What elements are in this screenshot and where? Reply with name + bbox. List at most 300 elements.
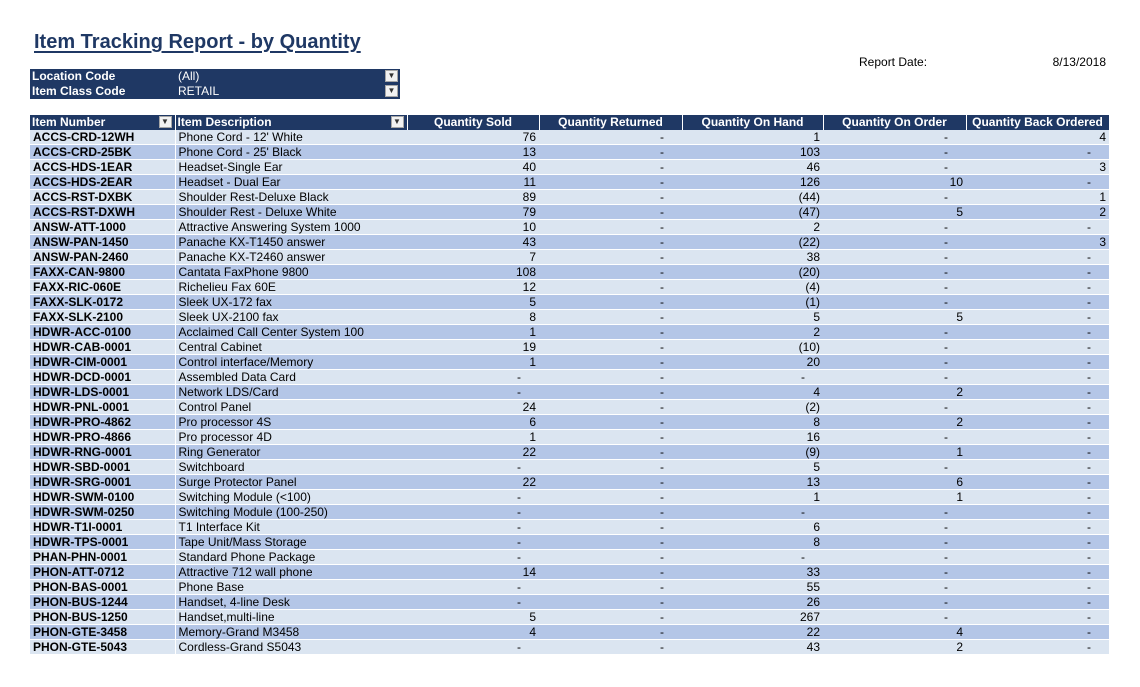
table-row [30, 310, 1109, 325]
quantity-on-hand-cell[interactable]: 267 [682, 610, 823, 625]
quantity-on-order-cell[interactable]: - [823, 580, 966, 595]
item-number-cell[interactable]: HDWR-SWM-0100 [30, 490, 175, 505]
quantity-sold-cell[interactable]: - [407, 550, 539, 565]
quantity-on-order-cell[interactable]: - [823, 235, 966, 250]
quantity-returned-cell[interactable]: - [539, 190, 682, 205]
quantity-on-order-cell[interactable]: 4 [823, 625, 966, 640]
quantity-on-hand-cell[interactable]: 22 [682, 625, 823, 640]
quantity-on-order-cell[interactable]: - [823, 220, 966, 235]
quantity-returned-cell[interactable]: - [539, 235, 682, 250]
quantity-back-ordered-cell[interactable]: - [966, 295, 1109, 310]
quantity-on-order-cell[interactable]: - [823, 295, 966, 310]
table-row [30, 640, 1109, 655]
quantity-back-ordered-cell[interactable]: - [966, 145, 1109, 160]
item-number-cell[interactable]: HDWR-PRO-4862 [30, 415, 175, 430]
table-row [30, 475, 1109, 490]
table-row [30, 145, 1109, 160]
quantity-on-hand-cell[interactable]: - [682, 370, 823, 385]
quantity-sold-cell[interactable]: 1 [407, 325, 539, 340]
quantity-returned-cell[interactable]: - [539, 310, 682, 325]
quantity-on-order-cell[interactable]: - [823, 400, 966, 415]
item-number-cell[interactable]: FAXX-SLK-2100 [30, 310, 175, 325]
quantity-back-ordered-cell[interactable]: - [966, 625, 1109, 640]
item-description-cell[interactable]: Switching Module (<100) [175, 490, 407, 505]
table-row [30, 565, 1109, 580]
table-row [30, 175, 1109, 190]
quantity-on-hand-cell[interactable]: 43 [682, 640, 823, 655]
quantity-returned-cell[interactable]: - [539, 175, 682, 190]
quantity-on-order-cell[interactable]: - [823, 430, 966, 445]
quantity-on-hand-cell[interactable]: 5 [682, 460, 823, 475]
item-number-cell[interactable]: ANSW-ATT-1000 [30, 220, 175, 235]
item-number-cell[interactable]: ACCS-CRD-12WH [30, 130, 175, 145]
item-number-cell[interactable]: ACCS-HDS-2EAR [30, 175, 175, 190]
item-number-cell[interactable]: HDWR-SBD-0001 [30, 460, 175, 475]
quantity-sold-cell[interactable]: 10 [407, 220, 539, 235]
item-description-cell[interactable]: Cordless-Grand S5043 [175, 640, 407, 655]
item-description-cell[interactable]: Sleek UX-2100 fax [175, 310, 407, 325]
item-description-cell[interactable]: Acclaimed Call Center System 100 [175, 325, 407, 340]
quantity-on-hand-cell[interactable]: 1 [682, 130, 823, 145]
quantity-returned-cell[interactable]: - [539, 325, 682, 340]
quantity-on-hand-cell[interactable]: (22) [682, 235, 823, 250]
quantity-sold-cell[interactable]: 8 [407, 310, 539, 325]
item-description-cell[interactable]: Central Cabinet [175, 340, 407, 355]
table-row [30, 550, 1109, 565]
item-description-cell[interactable]: Handset,multi-line [175, 610, 407, 625]
quantity-back-ordered-cell[interactable]: - [966, 640, 1109, 655]
filter-label: Item Class Code [32, 84, 126, 98]
quantity-sold-cell[interactable]: - [407, 580, 539, 595]
table-row [30, 580, 1109, 595]
quantity-on-hand-cell[interactable]: (4) [682, 280, 823, 295]
item-description-cell[interactable]: Switching Module (100-250) [175, 505, 407, 520]
table-row [30, 235, 1109, 250]
quantity-sold-cell[interactable]: 22 [407, 445, 539, 460]
table-row [30, 595, 1109, 610]
quantity-on-hand-cell[interactable]: 2 [682, 220, 823, 235]
quantity-returned-cell[interactable]: - [539, 430, 682, 445]
quantity-on-hand-cell[interactable]: 8 [682, 535, 823, 550]
filter-item-class-code [30, 84, 400, 99]
quantity-on-hand-cell[interactable]: (1) [682, 295, 823, 310]
item-number-cell[interactable]: PHON-BAS-0001 [30, 580, 175, 595]
item-description-cell[interactable]: Shoulder Rest-Deluxe Black [175, 190, 407, 205]
quantity-sold-cell[interactable]: - [407, 385, 539, 400]
quantity-on-order-cell[interactable]: 1 [823, 490, 966, 505]
column-header-quantity-back-ordered[interactable]: Quantity Back Ordered [966, 115, 1109, 130]
quantity-returned-cell[interactable]: - [539, 610, 682, 625]
quantity-sold-cell[interactable]: 76 [407, 130, 539, 145]
quantity-back-ordered-cell[interactable]: - [966, 565, 1109, 580]
quantity-back-ordered-cell[interactable]: - [966, 580, 1109, 595]
quantity-on-order-cell[interactable]: - [823, 550, 966, 565]
quantity-returned-cell[interactable]: - [539, 565, 682, 580]
quantity-back-ordered-cell[interactable]: 4 [966, 130, 1109, 145]
quantity-on-order-cell[interactable]: 5 [823, 205, 966, 220]
quantity-on-hand-cell[interactable]: (2) [682, 400, 823, 415]
quantity-on-hand-cell[interactable]: 13 [682, 475, 823, 490]
quantity-sold-cell[interactable]: 11 [407, 175, 539, 190]
column-header-item-description[interactable] [175, 115, 407, 130]
item-number-cell[interactable]: ACCS-CRD-25BK [30, 145, 175, 160]
quantity-on-hand-cell[interactable]: 1 [682, 490, 823, 505]
item-description-cell[interactable]: Ring Generator [175, 445, 407, 460]
quantity-returned-cell[interactable]: - [539, 205, 682, 220]
item-number-cell[interactable]: PHON-BUS-1244 [30, 595, 175, 610]
quantity-on-order-cell[interactable]: - [823, 265, 966, 280]
quantity-on-hand-cell[interactable]: 103 [682, 145, 823, 160]
table-row [30, 325, 1109, 340]
report-title: Item Tracking Report - by Quantity [34, 31, 361, 53]
quantity-returned-cell[interactable]: - [539, 415, 682, 430]
quantity-back-ordered-cell[interactable]: - [966, 265, 1109, 280]
quantity-back-ordered-cell[interactable]: - [966, 370, 1109, 385]
dropdown-arrow-icon[interactable]: ▼ [391, 116, 404, 128]
quantity-on-hand-cell[interactable]: 26 [682, 595, 823, 610]
table-row [30, 490, 1109, 505]
quantity-back-ordered-cell[interactable]: 1 [966, 190, 1109, 205]
item-description-cell[interactable]: Standard Phone Package [175, 550, 407, 565]
quantity-back-ordered-cell[interactable]: - [966, 325, 1109, 340]
quantity-on-hand-cell[interactable]: (20) [682, 265, 823, 280]
item-description-cell[interactable]: Tape Unit/Mass Storage [175, 535, 407, 550]
quantity-back-ordered-cell[interactable]: 3 [966, 235, 1109, 250]
quantity-returned-cell[interactable]: - [539, 370, 682, 385]
quantity-returned-cell[interactable]: - [539, 535, 682, 550]
quantity-back-ordered-cell[interactable]: - [966, 250, 1109, 265]
quantity-on-hand-cell[interactable]: 126 [682, 175, 823, 190]
quantity-sold-cell[interactable]: 24 [407, 400, 539, 415]
quantity-back-ordered-cell[interactable]: - [966, 610, 1109, 625]
quantity-back-ordered-cell[interactable]: 2 [966, 205, 1109, 220]
item-number-cell[interactable]: HDWR-SRG-0001 [30, 475, 175, 490]
quantity-back-ordered-cell[interactable]: - [966, 460, 1109, 475]
item-number-cell[interactable]: FAXX-RIC-060E [30, 280, 175, 295]
table-row [30, 445, 1109, 460]
item-description-cell[interactable]: Attractive Answering System 1000 [175, 220, 407, 235]
quantity-on-order-cell[interactable]: 1 [823, 445, 966, 460]
item-description-cell[interactable]: Shoulder Rest - Deluxe White [175, 205, 407, 220]
quantity-on-order-cell[interactable]: 2 [823, 415, 966, 430]
item-number-cell[interactable]: FAXX-SLK-0172 [30, 295, 175, 310]
quantity-on-order-cell[interactable]: 2 [823, 640, 966, 655]
table-row [30, 250, 1109, 265]
item-description-cell[interactable]: Pro processor 4S [175, 415, 407, 430]
quantity-on-order-cell[interactable]: - [823, 355, 966, 370]
item-number-cell[interactable]: HDWR-LDS-0001 [30, 385, 175, 400]
table-row [30, 520, 1109, 535]
quantity-back-ordered-cell[interactable]: - [966, 355, 1109, 370]
quantity-back-ordered-cell[interactable]: - [966, 475, 1109, 490]
quantity-sold-cell[interactable]: - [407, 520, 539, 535]
table-row [30, 460, 1109, 475]
item-number-cell[interactable]: HDWR-SWM-0250 [30, 505, 175, 520]
quantity-on-order-cell[interactable]: - [823, 535, 966, 550]
item-number-cell[interactable]: ANSW-PAN-1450 [30, 235, 175, 250]
quantity-sold-cell[interactable]: 19 [407, 340, 539, 355]
quantity-on-hand-cell[interactable]: 55 [682, 580, 823, 595]
column-header-label: Item Description [177, 115, 272, 129]
item-number-cell[interactable]: ACCS-HDS-1EAR [30, 160, 175, 175]
quantity-returned-cell[interactable]: - [539, 250, 682, 265]
quantity-returned-cell[interactable]: - [539, 490, 682, 505]
quantity-sold-cell[interactable]: 89 [407, 190, 539, 205]
quantity-on-order-cell[interactable]: - [823, 160, 966, 175]
table-row [30, 130, 1109, 145]
item-number-cell[interactable]: HDWR-CAB-0001 [30, 340, 175, 355]
item-description-cell[interactable]: T1 Interface Kit [175, 520, 407, 535]
quantity-on-hand-cell[interactable]: (9) [682, 445, 823, 460]
quantity-on-order-cell[interactable]: - [823, 460, 966, 475]
quantity-on-order-cell[interactable]: - [823, 505, 966, 520]
quantity-back-ordered-cell[interactable]: 3 [966, 160, 1109, 175]
table-row [30, 340, 1109, 355]
quantity-returned-cell[interactable]: - [539, 460, 682, 475]
quantity-returned-cell[interactable]: - [539, 640, 682, 655]
quantity-sold-cell[interactable]: 5 [407, 295, 539, 310]
item-number-cell[interactable]: HDWR-DCD-0001 [30, 370, 175, 385]
quantity-sold-cell[interactable]: 108 [407, 265, 539, 280]
quantity-returned-cell[interactable]: - [539, 160, 682, 175]
quantity-on-order-cell[interactable]: - [823, 145, 966, 160]
table-row [30, 220, 1109, 235]
quantity-on-hand-cell[interactable]: 16 [682, 430, 823, 445]
item-description-cell[interactable]: Switchboard [175, 460, 407, 475]
quantity-on-order-cell[interactable]: - [823, 595, 966, 610]
column-header-item-number[interactable] [30, 115, 175, 130]
quantity-returned-cell[interactable]: - [539, 505, 682, 520]
item-number-cell[interactable]: HDWR-PNL-0001 [30, 400, 175, 415]
quantity-on-hand-cell[interactable]: - [682, 505, 823, 520]
report-date-label: Report Date: [859, 55, 928, 69]
quantity-on-hand-cell[interactable]: 33 [682, 565, 823, 580]
quantity-on-order-cell[interactable]: 5 [823, 310, 966, 325]
quantity-sold-cell[interactable]: - [407, 505, 539, 520]
filter-value: (All) [178, 69, 200, 83]
quantity-back-ordered-cell[interactable]: - [966, 550, 1109, 565]
quantity-sold-cell[interactable]: 1 [407, 430, 539, 445]
item-description-cell[interactable]: Assembled Data Card [175, 370, 407, 385]
item-number-cell[interactable]: ACCS-RST-DXWH [30, 205, 175, 220]
item-description-cell[interactable]: Surge Protector Panel [175, 475, 407, 490]
quantity-returned-cell[interactable]: - [539, 550, 682, 565]
item-number-cell[interactable]: HDWR-CIM-0001 [30, 355, 175, 370]
pivot-table [30, 115, 1110, 655]
quantity-returned-cell[interactable]: - [539, 355, 682, 370]
dropdown-arrow-icon[interactable]: ▼ [159, 116, 172, 128]
item-description-cell[interactable]: Pro processor 4D [175, 430, 407, 445]
quantity-back-ordered-cell[interactable]: - [966, 220, 1109, 235]
column-header-quantity-on-order[interactable]: Quantity On Order [823, 115, 966, 130]
quantity-returned-cell[interactable]: - [539, 475, 682, 490]
table-row [30, 160, 1109, 175]
quantity-returned-cell[interactable]: - [539, 595, 682, 610]
item-description-cell[interactable]: Control interface/Memory [175, 355, 407, 370]
quantity-on-order-cell[interactable]: - [823, 520, 966, 535]
column-header-quantity-on-hand[interactable]: Quantity On Hand [682, 115, 823, 130]
item-number-cell[interactable]: HDWR-ACC-0100 [30, 325, 175, 340]
quantity-on-hand-cell[interactable]: 4 [682, 385, 823, 400]
table-row [30, 430, 1109, 445]
column-header-quantity-sold[interactable]: Quantity Sold [407, 115, 539, 130]
quantity-on-hand-cell[interactable]: 5 [682, 310, 823, 325]
item-number-cell[interactable]: ANSW-PAN-2460 [30, 250, 175, 265]
quantity-returned-cell[interactable]: - [539, 580, 682, 595]
item-description-cell[interactable]: Memory-Grand M3458 [175, 625, 407, 640]
quantity-returned-cell[interactable]: - [539, 130, 682, 145]
quantity-returned-cell[interactable]: - [539, 220, 682, 235]
filter-value: RETAIL [178, 84, 220, 98]
quantity-returned-cell[interactable]: - [539, 625, 682, 640]
quantity-back-ordered-cell[interactable]: - [966, 385, 1109, 400]
quantity-back-ordered-cell[interactable]: - [966, 415, 1109, 430]
item-description-cell[interactable]: Cantata FaxPhone 9800 [175, 265, 407, 280]
quantity-sold-cell[interactable]: - [407, 490, 539, 505]
quantity-back-ordered-cell[interactable]: - [966, 535, 1109, 550]
quantity-on-hand-cell[interactable]: 20 [682, 355, 823, 370]
quantity-on-order-cell[interactable]: - [823, 610, 966, 625]
quantity-sold-cell[interactable]: 5 [407, 610, 539, 625]
item-description-cell[interactable]: Richelieu Fax 60E [175, 280, 407, 295]
item-number-cell[interactable]: HDWR-TPS-0001 [30, 535, 175, 550]
filter-icon[interactable]: ▼ [385, 85, 398, 97]
item-description-cell[interactable]: Network LDS/Card [175, 385, 407, 400]
quantity-on-hand-cell[interactable]: (44) [682, 190, 823, 205]
table-row [30, 415, 1109, 430]
quantity-sold-cell[interactable]: 43 [407, 235, 539, 250]
table-row [30, 610, 1109, 625]
table-row [30, 370, 1109, 385]
item-description-cell[interactable]: Panache KX-T1450 answer [175, 235, 407, 250]
quantity-on-order-cell[interactable]: 10 [823, 175, 966, 190]
item-number-cell[interactable]: HDWR-RNG-0001 [30, 445, 175, 460]
dropdown-arrow-icon[interactable]: ▼ [385, 70, 398, 82]
quantity-on-hand-cell[interactable]: 38 [682, 250, 823, 265]
quantity-on-order-cell[interactable]: 2 [823, 385, 966, 400]
quantity-back-ordered-cell[interactable]: - [966, 310, 1109, 325]
quantity-sold-cell[interactable]: 12 [407, 280, 539, 295]
item-description-cell[interactable]: Phone Base [175, 580, 407, 595]
quantity-sold-cell[interactable]: 4 [407, 625, 539, 640]
table-row [30, 385, 1109, 400]
quantity-back-ordered-cell[interactable]: - [966, 490, 1109, 505]
table-row [30, 280, 1109, 295]
quantity-sold-cell[interactable]: 40 [407, 160, 539, 175]
quantity-on-order-cell[interactable]: - [823, 250, 966, 265]
item-description-cell[interactable]: Attractive 712 wall phone [175, 565, 407, 580]
quantity-on-order-cell[interactable]: 6 [823, 475, 966, 490]
quantity-back-ordered-cell[interactable]: - [966, 520, 1109, 535]
item-description-cell[interactable]: Headset-Single Ear [175, 160, 407, 175]
quantity-on-hand-cell[interactable]: - [682, 550, 823, 565]
item-description-cell[interactable]: Handset, 4-line Desk [175, 595, 407, 610]
quantity-back-ordered-cell[interactable]: - [966, 595, 1109, 610]
quantity-on-order-cell[interactable]: - [823, 340, 966, 355]
quantity-on-order-cell[interactable]: - [823, 370, 966, 385]
quantity-on-order-cell[interactable]: - [823, 190, 966, 205]
quantity-on-order-cell[interactable]: - [823, 130, 966, 145]
quantity-sold-cell[interactable]: 7 [407, 250, 539, 265]
quantity-back-ordered-cell[interactable]: - [966, 430, 1109, 445]
table-row [30, 190, 1109, 205]
quantity-on-hand-cell[interactable]: 46 [682, 160, 823, 175]
quantity-sold-cell[interactable]: 14 [407, 565, 539, 580]
item-description-cell[interactable]: Phone Cord - 12' White [175, 130, 407, 145]
filter-location-code [30, 69, 400, 84]
quantity-returned-cell[interactable]: - [539, 340, 682, 355]
quantity-returned-cell[interactable]: - [539, 400, 682, 415]
quantity-returned-cell[interactable]: - [539, 145, 682, 160]
quantity-on-order-cell[interactable]: - [823, 565, 966, 580]
quantity-back-ordered-cell[interactable]: - [966, 340, 1109, 355]
quantity-on-hand-cell[interactable]: (10) [682, 340, 823, 355]
quantity-on-hand-cell[interactable]: 6 [682, 520, 823, 535]
quantity-sold-cell[interactable]: 13 [407, 145, 539, 160]
item-number-cell[interactable]: HDWR-PRO-4866 [30, 430, 175, 445]
quantity-sold-cell[interactable]: 6 [407, 415, 539, 430]
quantity-returned-cell[interactable]: - [539, 385, 682, 400]
item-description-cell[interactable]: Headset - Dual Ear [175, 175, 407, 190]
quantity-sold-cell[interactable]: 79 [407, 205, 539, 220]
quantity-on-hand-cell[interactable]: (47) [682, 205, 823, 220]
quantity-returned-cell[interactable]: - [539, 520, 682, 535]
header-row [30, 115, 1109, 130]
quantity-sold-cell[interactable]: - [407, 460, 539, 475]
quantity-returned-cell[interactable]: - [539, 445, 682, 460]
quantity-on-hand-cell[interactable]: 2 [682, 325, 823, 340]
column-header-label: Item Number [32, 115, 106, 129]
quantity-sold-cell[interactable]: - [407, 370, 539, 385]
item-description-cell[interactable]: Panache KX-T2460 answer [175, 250, 407, 265]
quantity-back-ordered-cell[interactable]: - [966, 505, 1109, 520]
quantity-sold-cell[interactable]: 22 [407, 475, 539, 490]
quantity-back-ordered-cell[interactable]: - [966, 175, 1109, 190]
quantity-sold-cell[interactable]: - [407, 595, 539, 610]
table-row [30, 265, 1109, 280]
table-row [30, 355, 1109, 370]
column-header-quantity-returned[interactable]: Quantity Returned [539, 115, 682, 130]
report-date-value: 8/13/2018 [1052, 55, 1106, 69]
item-number-cell[interactable]: PHON-GTE-3458 [30, 625, 175, 640]
quantity-sold-cell[interactable]: - [407, 640, 539, 655]
item-number-cell[interactable]: PHAN-PHN-0001 [30, 550, 175, 565]
item-description-cell[interactable]: Control Panel [175, 400, 407, 415]
quantity-on-hand-cell[interactable]: 8 [682, 415, 823, 430]
table-row [30, 295, 1109, 310]
quantity-back-ordered-cell[interactable]: - [966, 445, 1109, 460]
table-row [30, 505, 1109, 520]
item-description-cell[interactable]: Sleek UX-172 fax [175, 295, 407, 310]
item-number-cell[interactable]: PHON-GTE-5043 [30, 640, 175, 655]
quantity-on-order-cell[interactable]: - [823, 280, 966, 295]
quantity-returned-cell[interactable]: - [539, 265, 682, 280]
quantity-back-ordered-cell[interactable]: - [966, 280, 1109, 295]
item-description-cell[interactable]: Phone Cord - 25' Black [175, 145, 407, 160]
item-number-cell[interactable]: HDWR-T1I-0001 [30, 520, 175, 535]
item-number-cell[interactable]: ACCS-RST-DXBK [30, 190, 175, 205]
quantity-back-ordered-cell[interactable]: - [966, 400, 1109, 415]
quantity-returned-cell[interactable]: - [539, 280, 682, 295]
filter-label: Location Code [32, 69, 116, 83]
quantity-sold-cell[interactable]: 1 [407, 355, 539, 370]
item-number-cell[interactable]: FAXX-CAN-9800 [30, 265, 175, 280]
quantity-returned-cell[interactable]: - [539, 295, 682, 310]
item-number-cell[interactable]: PHON-ATT-0712 [30, 565, 175, 580]
quantity-on-order-cell[interactable]: - [823, 325, 966, 340]
item-number-cell[interactable]: PHON-BUS-1250 [30, 610, 175, 625]
quantity-sold-cell[interactable]: - [407, 535, 539, 550]
